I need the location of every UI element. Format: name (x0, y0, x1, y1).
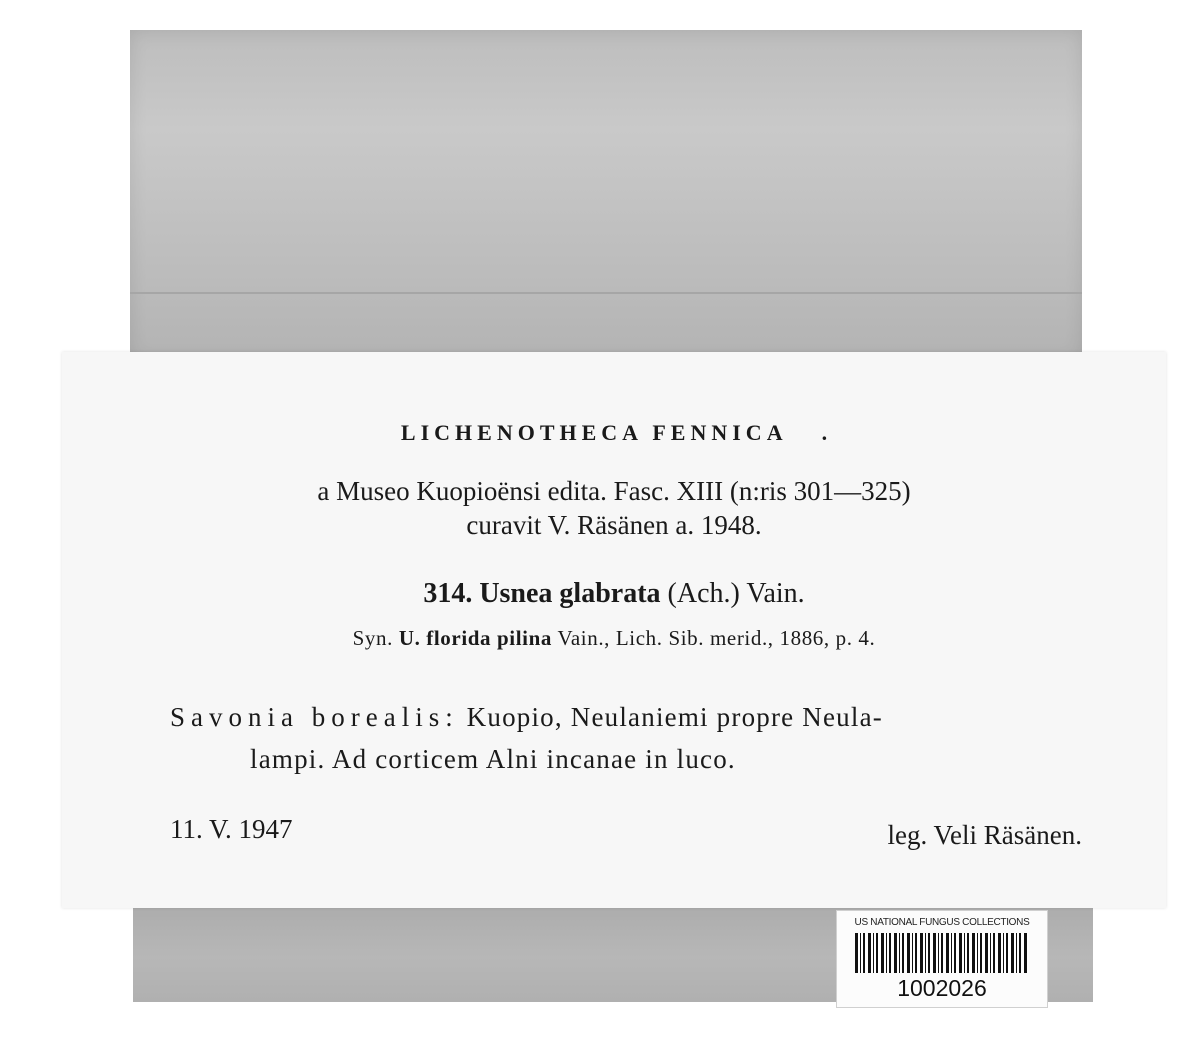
barcode-icon (855, 933, 1029, 973)
locality-text (170, 696, 1090, 780)
packet-fold-line (130, 292, 1082, 294)
barcode-label (836, 910, 1048, 1008)
locality-region: Savonia borealis: (170, 702, 459, 732)
synonym-prefix: Syn. (352, 626, 393, 650)
series-title-text: LICHENOTHECA FENNICA (400, 420, 788, 445)
locality-line-1: Kuopio, Neulaniemi propre Neula- (466, 702, 883, 732)
locality-line-2: lampi. Ad corticem Alni incanae in luco. (250, 744, 736, 774)
species-number-and-name: 314. Usnea glabrata (423, 578, 661, 609)
series-title (62, 420, 1166, 446)
herbarium-label (62, 352, 1166, 908)
specimen-packet (130, 30, 1082, 360)
series-title-mark: . (821, 420, 828, 445)
collection-date: 11. V. 1947 (170, 814, 293, 844)
edition-line-2: curavit V. Räsänen a. 1948. (466, 510, 762, 540)
synonym-name: U. florida pilina (398, 626, 552, 650)
collector: leg. Veli Räsänen. (887, 820, 1082, 850)
species-heading (62, 578, 1166, 610)
synonym-line (62, 626, 1166, 651)
barcode-header: US NATIONAL FUNGUS COLLECTIONS (854, 917, 1030, 928)
barcode-number: 1002026 (897, 975, 987, 1001)
species-authority: (Ach.) Vain. (667, 578, 805, 609)
edition-line-1: a Museo Kuopioënsi edita. Fasc. XIII (n:ris 301—325) (317, 476, 911, 506)
synonym-reference: Vain., Lich. Sib. merid., 1886, p. 4. (557, 626, 876, 650)
